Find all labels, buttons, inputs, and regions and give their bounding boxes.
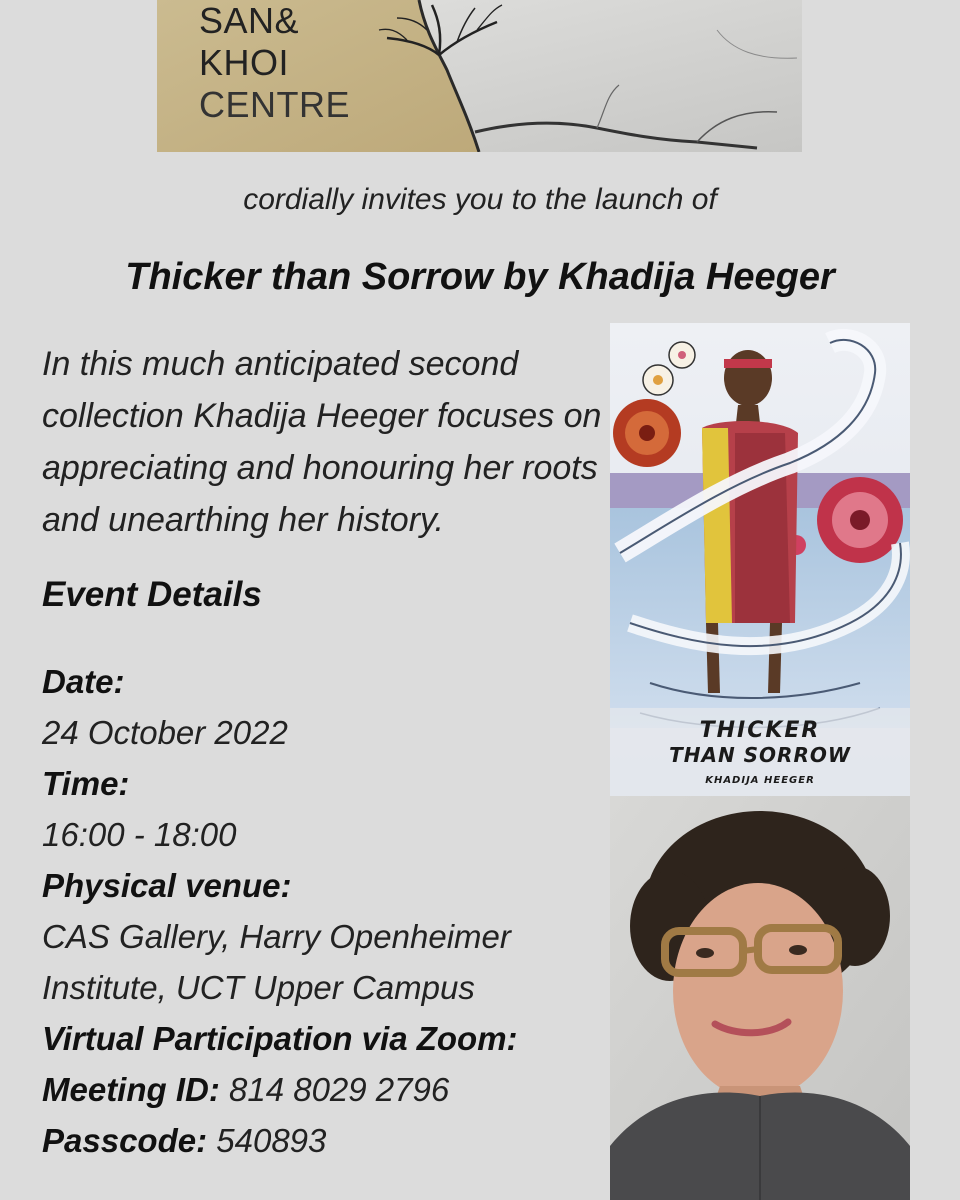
meeting-id-label: Meeting ID: bbox=[42, 1071, 220, 1108]
book-description: In this much anticipated second collection Khadija Heeger focuses on appreciating and honouring her roots and unearthing her history. bbox=[42, 345, 602, 539]
venue-line-1: CAS Gallery, Harry Openheimer bbox=[42, 918, 511, 955]
time-value: 16:00 - 18:00 bbox=[42, 816, 237, 853]
author-portrait bbox=[610, 796, 910, 1200]
passcode-row bbox=[42, 1115, 612, 1166]
logo-line-san: SAN& bbox=[199, 0, 300, 41]
meeting-id-row bbox=[42, 1064, 612, 1115]
cover-title-line-1: THICKER bbox=[699, 718, 821, 743]
meeting-id-value: 814 8029 2796 bbox=[229, 1071, 450, 1108]
event-title: Thicker than Sorrow by Khadija Heeger bbox=[125, 256, 835, 298]
cover-author: KHADIJA HEEGER bbox=[705, 775, 815, 786]
logo-line-centre: CENTRE bbox=[199, 84, 351, 125]
venue-label: Physical venue: bbox=[42, 867, 292, 904]
logo-line-khoi: KHOI bbox=[199, 42, 290, 83]
book-cover-image bbox=[610, 323, 910, 796]
event-details bbox=[42, 656, 612, 1166]
author-portrait-illustration bbox=[610, 796, 910, 1200]
logo-banner bbox=[157, 0, 802, 152]
invite-text: cordially invites you to the launch of bbox=[243, 183, 717, 216]
passcode-label: Passcode: bbox=[42, 1122, 208, 1159]
venue-line-2: Institute, UCT Upper Campus bbox=[42, 969, 475, 1006]
time-label: Time: bbox=[42, 765, 130, 802]
virtual-label: Virtual Participation via Zoom: bbox=[42, 1020, 518, 1057]
passcode-value: 540893 bbox=[216, 1122, 327, 1159]
cover-title-line-2: THAN SORROW bbox=[669, 743, 851, 767]
event-details-heading: Event Details bbox=[42, 575, 262, 614]
date-label: Date: bbox=[42, 663, 125, 700]
logo-text bbox=[199, 0, 350, 126]
date-value: 24 October 2022 bbox=[42, 714, 288, 751]
